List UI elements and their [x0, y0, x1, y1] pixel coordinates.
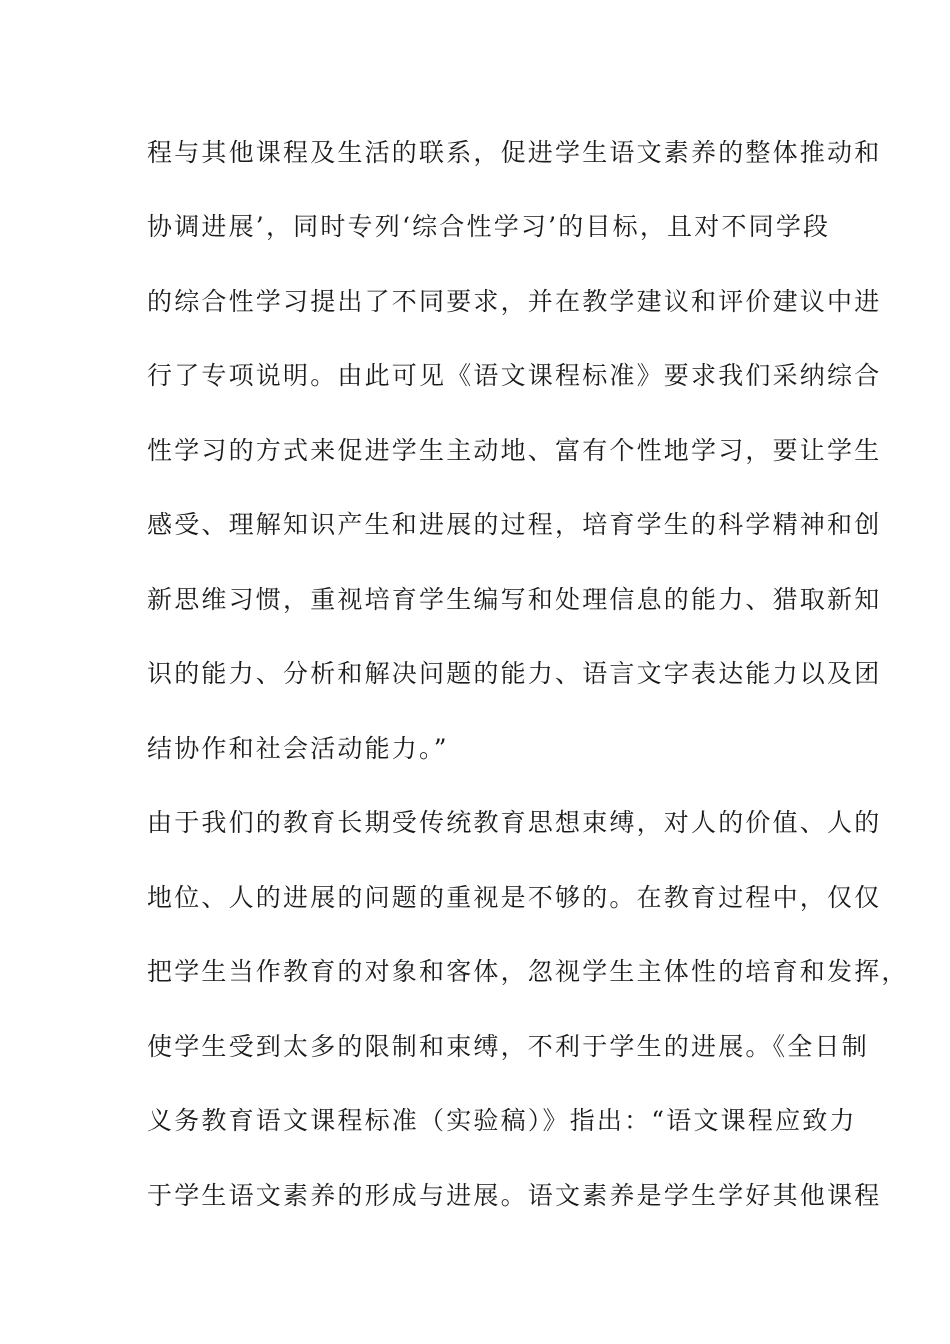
text-line: 性学习的方式来促进学生主动地、富有个性地学习，要让学生: [147, 436, 882, 465]
text-line: 地位、人的进展的问题的重视是不够的。在教育过程中，仅仅: [147, 883, 882, 912]
text-line: 新思维习惯，重视培育学生编写和处理信息的能力、猎取新知: [147, 585, 882, 614]
text-line: 义务教育语文课程标准（实验稿）》指出：“语文课程应致力: [147, 1106, 857, 1135]
text-line: 把学生当作教育的对象和客体，忽视学生主体性的培育和发挥，: [147, 957, 909, 986]
text-line: 于学生语文素养的形成与进展。语文素养是学生学好其他课程: [147, 1181, 882, 1210]
text-line: 程与其他课程及生活的联系，促进学生语文素养的整体推动和: [147, 138, 882, 167]
text-line: 结协作和社会活动能力。”: [147, 734, 449, 763]
text-line: 行了专项说明。由此可见《语文课程标准》要求我们采纳综合: [147, 361, 882, 390]
text-line: 由于我们的教育长期受传统教育思想束缚，对人的价值、人的: [147, 808, 882, 837]
text-line: 感受、理解知识产生和进展的过程，培育学生的科学精神和创: [147, 510, 882, 539]
text-line: 识的能力、分析和解决问题的能力、语言文字表达能力以及团: [147, 659, 882, 688]
text-line: 使学生受到太多的限制和束缚，不利于学生的进展。《全日制: [147, 1032, 869, 1061]
text-line: 协调进展’，同时专列‘综合性学习’的目标，且对不同学段: [147, 212, 831, 241]
text-line: 的综合性学习提出了不同要求，并在教学建议和评价建议中进: [147, 287, 882, 316]
